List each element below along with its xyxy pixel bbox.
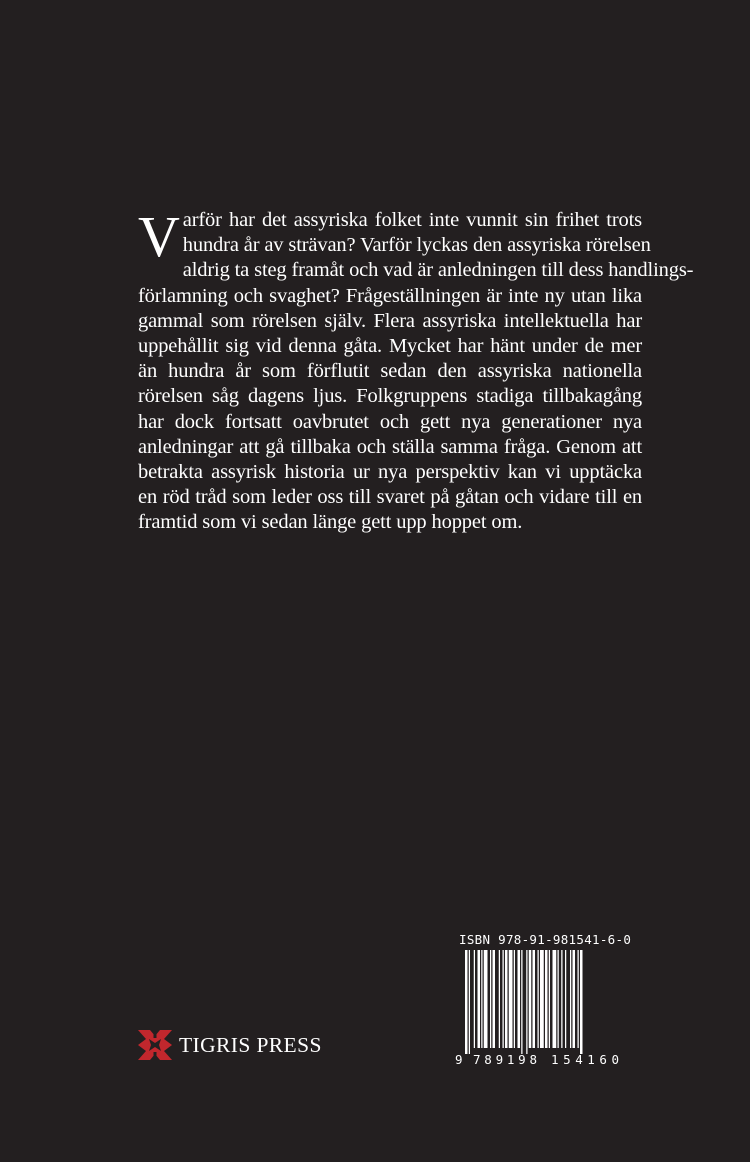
blurb-line: har dock fortsatt oavbrutet och gett nya generationer nya [138,410,642,433]
barcode-bar [499,950,500,1048]
barcode-digit-first: 9 [455,1052,463,1067]
barcode-bar [505,950,508,1048]
barcode-bar [490,950,491,1048]
blurb-line: gammal som rörelsen själv. Flera assyriska intellektuella har [138,309,642,332]
barcode-bar [533,950,536,1048]
barcode-bar [493,950,496,1048]
barcode [453,950,627,1068]
barcode-bar [580,950,583,1054]
barcode-bar [465,950,468,1054]
isbn-label: ISBN 978-91-981541-6-0 [459,932,632,947]
barcode-bar [561,950,562,1048]
blurb-line: uppehållit sig vid denna gåta. Mycket har hänt under de mer [138,335,642,358]
tigris-press-logo-icon [138,1030,172,1060]
barcode-bar [565,950,566,1048]
blurb-line: betrakta assyrisk historia ur nya perspektiv kan vi upptäcka [138,461,642,484]
publisher-name: TIGRIS PRESS [179,1032,322,1057]
publisher-imprint [138,1030,322,1060]
barcode-bar [538,950,539,1048]
blurb-line: än hundra år som förflutit sedan den assyriska nationella [138,360,642,383]
blurb-line: hundra år av strävan? Varför lyckas den assyriska rörelsen [182,234,651,257]
blurb-line: förlamning och svaghet? Frågeställningen är inte ny utan lika [138,284,642,307]
blurb-line: rörelsen såg dagens ljus. Folkgruppens stadiga tillbakagång [138,385,642,408]
barcode-bar [481,950,482,1048]
barcode-bar [558,950,559,1048]
barcode-bar [553,950,557,1048]
barcode-bar [469,950,470,1054]
barcode-bar [526,950,527,1054]
barcode-digits-left: 789198 [473,1052,537,1067]
barcode-bar [503,950,504,1048]
barcode-bar [545,950,548,1048]
barcode-bar [514,950,515,1048]
blurb-line: aldrig ta steg framåt och vad är anledningen till dess handlings- [182,259,694,282]
blurb-line: arför har det assyriska folket inte vunnit sin frihet trots [182,209,642,231]
barcode-bar [570,950,571,1048]
back-cover-blurb [138,204,694,536]
barcode-bar [549,950,550,1048]
barcode-bar [518,950,521,1048]
barcode-bar [540,950,544,1048]
drop-cap: V [138,204,180,269]
barcode-bar [509,950,513,1048]
barcode-bar [529,950,532,1048]
barcode-bar [578,950,579,1048]
barcode-bar [474,950,475,1048]
blurb-line: anledningar att gå tillbaka och ställa samma fråga. Genom att [138,435,642,458]
barcode-digits-right: 154160 [551,1052,619,1067]
barcode-bar [484,950,488,1048]
barcode-bar [521,950,522,1054]
barcode-bar [573,950,576,1048]
isbn-barcode-block [453,932,632,1068]
blurb-line: framtid som vi sedan länge gett upp hoppet om. [138,511,523,534]
barcode-bar [478,950,481,1048]
blurb-line: en röd tråd som leder oss till svaret på gåtan och vidare till en [138,486,642,509]
